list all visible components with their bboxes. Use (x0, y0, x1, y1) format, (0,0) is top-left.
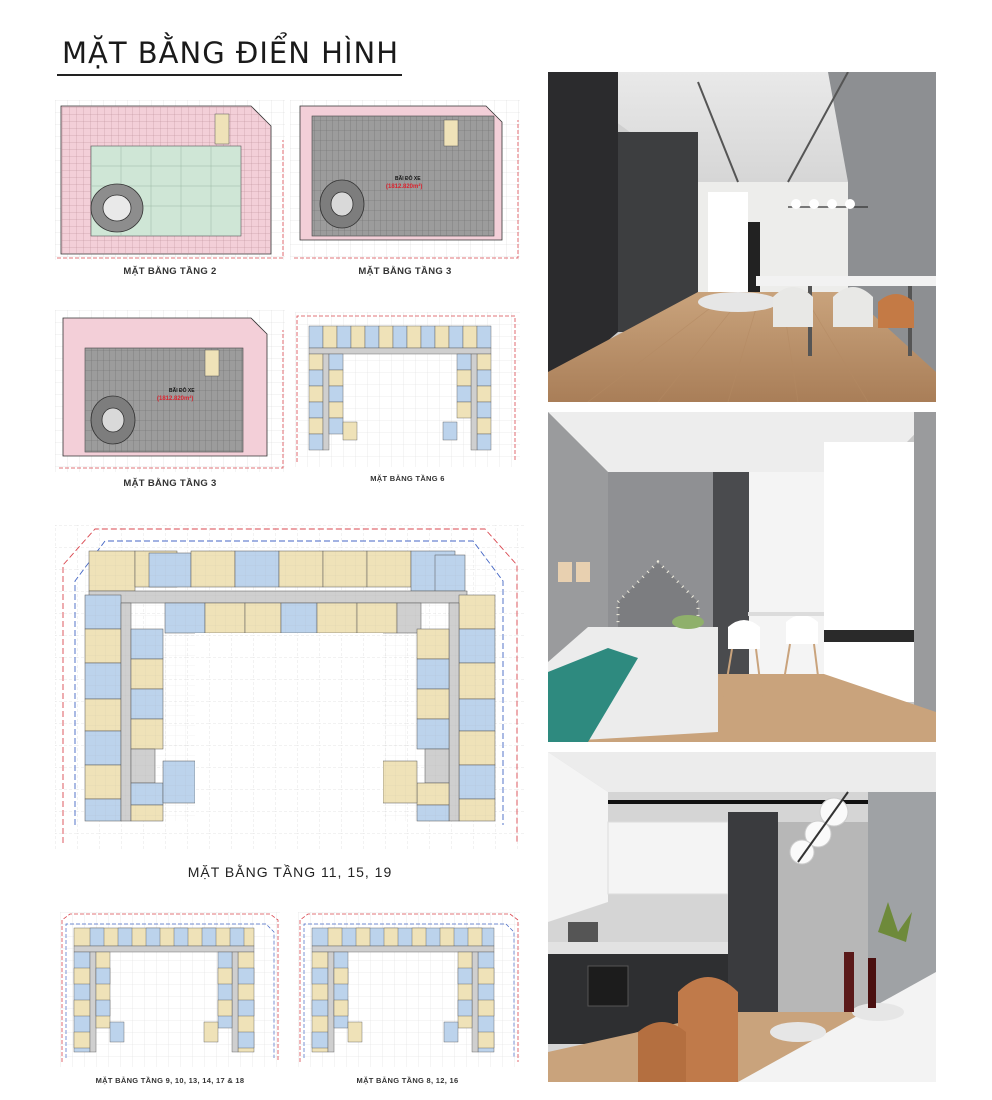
floor-plan-2 (55, 100, 285, 260)
parking-label-area: (1812.820m²) (386, 184, 423, 190)
parking-label-title: BÃI ĐỖ XE (169, 388, 195, 394)
living-dining-photo (548, 72, 936, 402)
page-title: MẶT BẰNG ĐIỂN HÌNH (62, 36, 400, 70)
kitchen-photo (548, 752, 936, 1082)
floor-plan-6 (295, 312, 520, 467)
caption-floor-3a: MẶT BẰNG TẦNG 3 (358, 266, 452, 277)
floor-plan-3b (55, 310, 285, 472)
caption-floor-6: MẶT BẰNG TẦNG 6 (370, 474, 445, 483)
floor-plan-8-12-16 (298, 912, 520, 1067)
caption-floor-2: MẶT BẰNG TẦNG 2 (123, 266, 217, 277)
floor-plan-11-15-19 (55, 525, 525, 850)
caption-floor-3b: MẶT BẰNG TẦNG 3 (123, 478, 217, 489)
parking-label-area: (1812.820m²) (157, 396, 194, 402)
floor-plan-9-10-13-14-17-18 (60, 912, 280, 1067)
title-underline (57, 74, 402, 76)
caption-floor-9-18: MẶT BẰNG TẦNG 9, 10, 13, 14, 17 & 18 (95, 1076, 245, 1085)
caption-floor-8-12-16: MẶT BẰNG TẦNG 8, 12, 16 (356, 1076, 459, 1085)
parking-label-title: BÃI ĐỖ XE (395, 176, 421, 182)
bedroom-photo (548, 412, 936, 742)
floor-plan-3a (290, 100, 520, 260)
caption-floor-11-15-19: MẶT BẰNG TẦNG 11, 15, 19 (187, 864, 393, 880)
